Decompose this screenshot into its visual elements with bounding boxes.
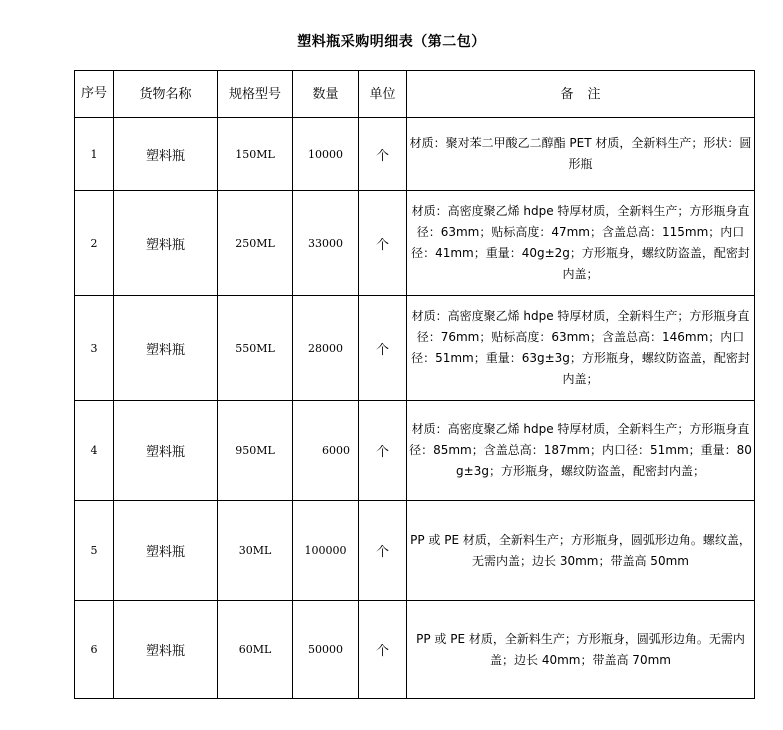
procurement-table [74, 70, 755, 699]
cell-qty: 6000 [293, 401, 359, 501]
header-spec: 规格型号 [218, 71, 293, 118]
cell-qty: 10000 [293, 118, 359, 191]
header-name: 货物名称 [114, 71, 218, 118]
cell-note: PP 或 PE 材质，全新料生产；方形瓶身，圆弧形边角。螺纹盖，无需内盖；边长 30mm；带盖高 50mm [407, 501, 755, 601]
cell-note: 材质：高密度聚乙烯 hdpe 特厚材质，全新料生产；方形瓶身直径：85mm；含盖总高：187mm；内口径：51mm；重量：80g±3g；方形瓶身，螺纹防盗盖，配密封内盖； [407, 401, 755, 501]
table-row [75, 601, 755, 699]
table-row [75, 118, 755, 191]
cell-note: 材质：聚对苯二甲酸乙二醇酯 PET 材质，全新料生产；形状：圆形瓶 [407, 118, 755, 191]
cell-unit: 个 [359, 296, 407, 401]
cell-name: 塑料瓶 [114, 601, 218, 699]
cell-name: 塑料瓶 [114, 118, 218, 191]
cell-seq: 4 [75, 401, 114, 501]
cell-unit: 个 [359, 191, 407, 296]
table-row [75, 401, 755, 501]
cell-note: PP 或 PE 材质，全新料生产；方形瓶身，圆弧形边角。无需内盖；边长 40mm；带盖高 70mm [407, 601, 755, 699]
table-row [75, 296, 755, 401]
cell-spec: 60ML [218, 601, 293, 699]
cell-qty: 100000 [293, 501, 359, 601]
header-qty: 数量 [293, 71, 359, 118]
cell-name: 塑料瓶 [114, 501, 218, 601]
cell-spec: 950ML [218, 401, 293, 501]
header-note: 备注 [407, 71, 755, 118]
cell-seq: 3 [75, 296, 114, 401]
header-seq: 序号 [75, 71, 114, 118]
header-row [75, 71, 755, 118]
cell-seq: 1 [75, 118, 114, 191]
cell-seq: 2 [75, 191, 114, 296]
cell-unit: 个 [359, 118, 407, 191]
cell-unit: 个 [359, 601, 407, 699]
cell-spec: 30ML [218, 501, 293, 601]
cell-qty: 33000 [293, 191, 359, 296]
cell-unit: 个 [359, 501, 407, 601]
cell-spec: 150ML [218, 118, 293, 191]
cell-name: 塑料瓶 [114, 191, 218, 296]
cell-qty: 50000 [293, 601, 359, 699]
header-unit: 单位 [359, 71, 407, 118]
cell-spec: 250ML [218, 191, 293, 296]
document-title: 塑料瓶采购明细表（第二包） [297, 34, 486, 50]
cell-qty: 28000 [293, 296, 359, 401]
cell-unit: 个 [359, 401, 407, 501]
table-row [75, 501, 755, 601]
cell-name: 塑料瓶 [114, 296, 218, 401]
cell-name: 塑料瓶 [114, 401, 218, 501]
cell-spec: 550ML [218, 296, 293, 401]
cell-seq: 6 [75, 601, 114, 699]
cell-seq: 5 [75, 501, 114, 601]
table-row [75, 191, 755, 296]
cell-note: 材质：高密度聚乙烯 hdpe 特厚材质，全新料生产；方形瓶身直径：76mm；贴标高度：63mm；含盖总高：146mm；内口径：51mm；重量：63g±3g；方形瓶身，螺纹防盗盖，配密封内盖； [407, 296, 755, 401]
cell-note: 材质：高密度聚乙烯 hdpe 特厚材质，全新料生产；方形瓶身直径：63mm；贴标高度：47mm；含盖总高：115mm；内口径：41mm；重量：40g±2g；方形瓶身，螺纹防盗盖，配密封内盖； [407, 191, 755, 296]
